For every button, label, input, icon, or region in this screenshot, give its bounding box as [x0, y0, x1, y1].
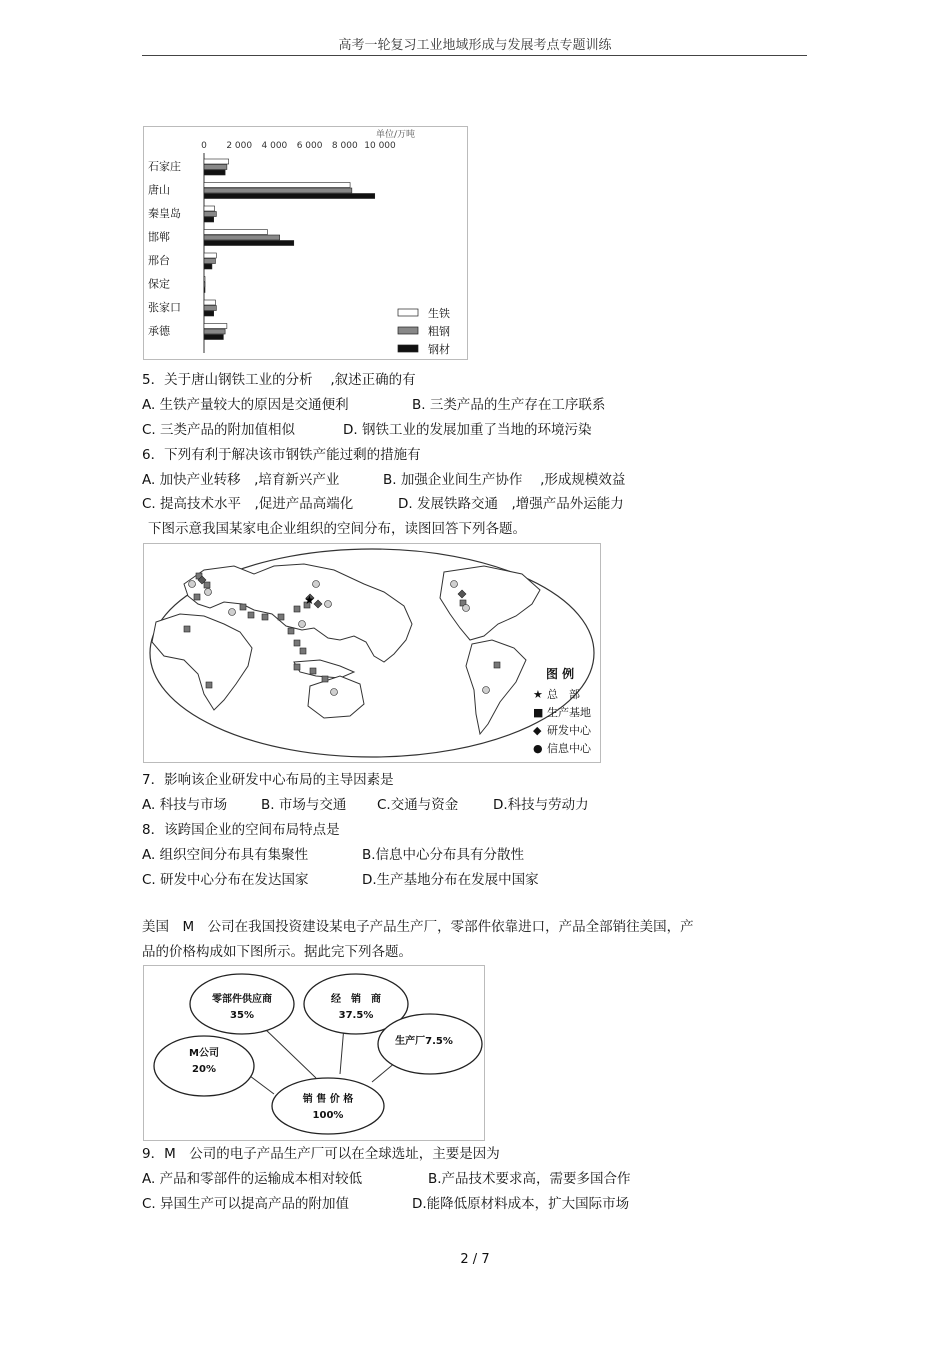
steel-output-chart [143, 126, 468, 360]
bar-钢材 [204, 335, 223, 340]
bar-粗钢 [204, 282, 205, 287]
info-center-marker [331, 689, 338, 696]
production-base-marker [194, 594, 200, 600]
legend-label-info: 信息中心 [547, 742, 591, 755]
bar-粗钢 [204, 259, 215, 264]
q7-option-a: A. 科技与市场 [142, 797, 228, 813]
bar-生铁 [204, 277, 205, 282]
legend-swatch-粗钢 [398, 327, 418, 334]
production-base-marker [262, 614, 268, 620]
q6-option-d: D. 发展铁路交通 ,增强产品外运能力 [398, 496, 624, 512]
production-base-marker [278, 614, 284, 620]
bar-粗钢 [204, 165, 227, 170]
production-base-marker [294, 606, 300, 612]
supplier-label: 零部件供应商 [212, 994, 272, 1005]
production-base-marker [248, 612, 254, 618]
map-legend-title: 图 例 [546, 667, 575, 681]
bar-钢材 [204, 241, 294, 246]
production-base-marker [294, 640, 300, 646]
q7-option-b: B. 市场与交通 [261, 797, 347, 813]
legend-label-粗钢: 粗钢 [428, 325, 450, 338]
price-diagram-svg [144, 966, 484, 1140]
x-tick-label: 0 [201, 141, 207, 151]
bar-生铁 [204, 324, 227, 329]
factory-label: 生产厂7.5% [395, 1036, 453, 1047]
x-tick-label: 8 000 [331, 141, 358, 151]
mcompany-value: 20% [192, 1064, 216, 1075]
q7-option-d: D.科技与劳动力 [493, 797, 589, 813]
legend-label-钢材: 钢材 [428, 343, 450, 356]
q8-option-a: A. 组织空间分布具有集聚性 [142, 847, 309, 863]
legend-symbol-info: ● [533, 742, 543, 755]
legend-symbol-hq: ★ [533, 688, 543, 701]
info-center-marker [451, 581, 458, 588]
question-7-stem: 7．影响该企业研发中心布局的主导因素是 [142, 772, 394, 788]
bar-粗钢 [204, 188, 352, 193]
q9-option-b: B.产品技术要求高，需要多国合作 [428, 1171, 631, 1187]
question-9-stem: 9．M 公司的电子产品生产厂可以在全球选址，主要是因为 [142, 1146, 500, 1162]
info-center-marker [205, 589, 212, 596]
q6-option-c: C. 提高技术水平 ,促进产品高端化 [142, 496, 354, 512]
q6-option-b: B. 加强企业间生产协作 ,形成规模效益 [383, 472, 626, 488]
mcompany-label: M公司 [189, 1048, 219, 1059]
world-map-svg [144, 544, 600, 762]
q9-option-c: C. 异国生产可以提高产品的附加值 [142, 1196, 350, 1212]
dealer-label: 经 销 商 [331, 994, 381, 1005]
connector-mcompany [250, 1076, 274, 1094]
question-5-stem: 5．关于唐山钢铁工业的分析 ,叙述正确的有 [142, 372, 416, 388]
dealer-value: 37.5% [338, 1010, 374, 1021]
bar-钢材 [204, 217, 214, 222]
steel-chart-svg [144, 127, 467, 359]
bar-钢材 [204, 311, 214, 316]
bar-钢材 [204, 264, 212, 269]
page-header-title: 高考一轮复习工业地域形成与发展考点专题训练 [338, 38, 612, 53]
category-label: 唐山 [148, 183, 170, 197]
info-center-marker [229, 609, 236, 616]
x-tick-label: 4 000 [261, 141, 288, 151]
production-base-marker [206, 682, 212, 688]
production-base-marker [310, 668, 316, 674]
production-base-marker [300, 648, 306, 654]
world-map-figure [143, 543, 601, 763]
sales-price-label: 销 售 价 格 [302, 1094, 354, 1105]
x-tick-label: 2 000 [226, 141, 253, 151]
question-6-stem: 6．下列有利于解决该市钢铁产能过剩的措施有 [142, 447, 421, 463]
category-label: 邯郸 [148, 230, 170, 244]
q5-option-d: D. 钢铁工业的发展加重了当地的环境污染 [343, 422, 592, 438]
sales-price-ellipse [272, 1078, 384, 1134]
legend-symbol-production: ■ [533, 706, 544, 719]
bar-钢材 [204, 194, 375, 199]
info-center-marker [325, 601, 332, 608]
price-composition-diagram [143, 965, 485, 1141]
bar-生铁 [204, 183, 350, 188]
question-8-stem: 8．该跨国企业的空间布局特点是 [142, 822, 340, 838]
info-center-marker [313, 581, 320, 588]
bar-生铁 [204, 206, 215, 211]
legend-label-rd: 研发中心 [547, 724, 591, 737]
headquarters-star: ★ [304, 593, 315, 607]
legend-label-production: 生产基地 [547, 706, 591, 719]
category-label: 张家口 [148, 301, 181, 314]
category-label: 邢台 [148, 254, 170, 267]
bar-钢材 [204, 170, 225, 175]
supplier-value: 35% [230, 1010, 254, 1021]
legend-label-生铁: 生铁 [428, 307, 450, 320]
category-label: 保定 [148, 277, 170, 291]
category-label: 秦皇岛 [148, 207, 181, 220]
info-center-marker [299, 621, 306, 628]
q5-option-a: A. 生铁产量较大的原因是交通便利 [142, 397, 349, 413]
q5-option-c: C. 三类产品的附加值相似 [142, 422, 296, 438]
bar-生铁 [204, 253, 216, 258]
passage-intro-line-2: 品的价格构成如下图所示。据此完下列各题。 [142, 944, 412, 960]
x-tick-label: 6 000 [296, 141, 323, 151]
legend-symbol-rd: ◆ [533, 724, 542, 737]
info-center-marker [463, 605, 470, 612]
production-base-marker [184, 626, 190, 632]
info-center-marker [189, 581, 196, 588]
bar-粗钢 [204, 306, 216, 311]
connector-supplier [264, 1028, 316, 1078]
passage-intro-line-1: 美国 M 公司在我国投资建设某电子产品生产厂，零部件依靠进口，产品全部销往美国，产 [142, 919, 694, 935]
production-base-marker [294, 664, 300, 670]
production-base-marker [288, 628, 294, 634]
map-intro: 下图示意我国某家电企业组织的空间分布，读图回答下列各题。 [148, 521, 526, 537]
bar-粗钢 [204, 329, 225, 334]
bar-粗钢 [204, 212, 216, 217]
q5-option-b: B. 三类产品的生产存在工序联系 [412, 397, 606, 413]
q8-option-d: D.生产基地分布在发展中国家 [362, 872, 539, 888]
bar-生铁 [204, 300, 215, 305]
production-base-marker [204, 582, 210, 588]
q9-option-a: A. 产品和零部件的运输成本相对较低 [142, 1171, 363, 1187]
info-center-marker [483, 687, 490, 694]
legend-swatch-生铁 [398, 309, 418, 316]
bar-生铁 [204, 159, 229, 164]
bar-粗钢 [204, 235, 280, 240]
q6-option-a: A. 加快产业转移 ,培育新兴产业 [142, 472, 340, 488]
page-number: 2 / 7 [460, 1252, 490, 1267]
q8-option-b: B.信息中心分布具有分散性 [362, 847, 525, 863]
legend-swatch-钢材 [398, 345, 418, 352]
production-base-marker [322, 676, 328, 682]
production-base-marker [240, 604, 246, 610]
category-label: 石家庄 [148, 160, 181, 173]
production-base-marker [494, 662, 500, 668]
x-tick-label: 10 000 [364, 141, 396, 151]
legend-label-hq: 总 部 [547, 688, 580, 701]
bar-钢材 [204, 288, 205, 293]
category-label: 承德 [148, 324, 170, 338]
bar-生铁 [204, 230, 267, 235]
q8-option-c: C. 研发中心分布在发达国家 [142, 872, 309, 888]
sales-price-value: 100% [312, 1110, 344, 1121]
chart-unit-label: 单位/万吨 [376, 130, 416, 140]
header-rule [142, 55, 807, 56]
q7-option-c: C.交通与资金 [377, 797, 459, 813]
q9-option-d: D.能降低原材料成本，扩大国际市场 [412, 1196, 630, 1212]
